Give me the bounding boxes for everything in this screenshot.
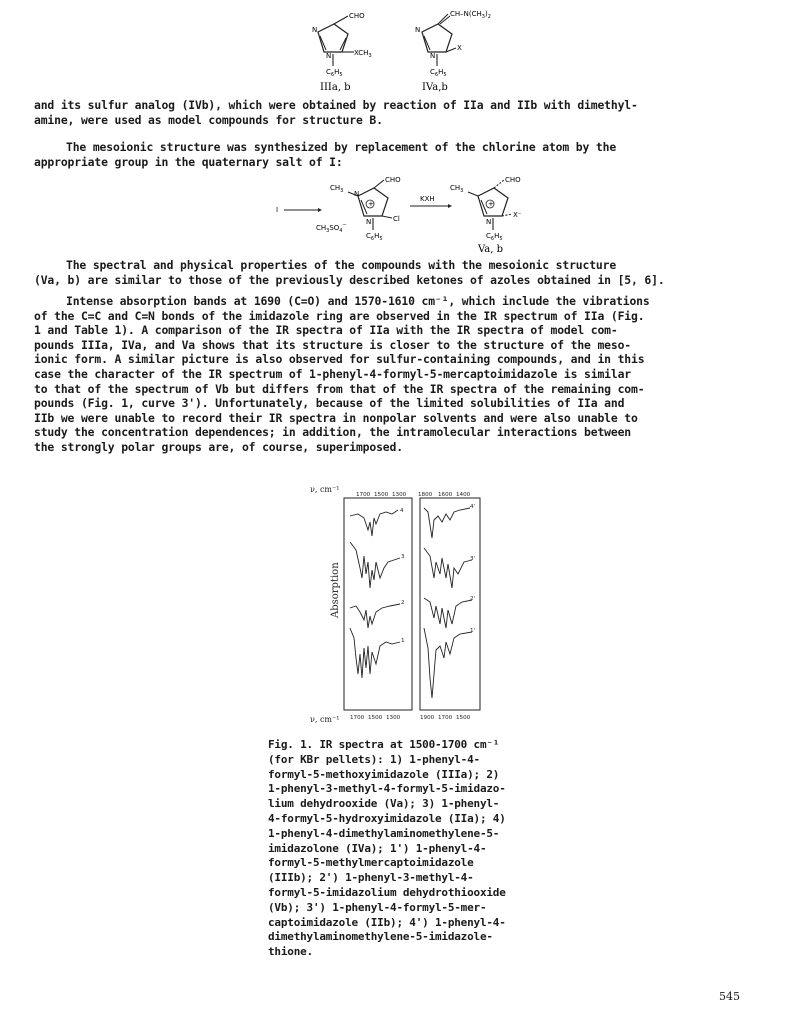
- figure-caption: Fig. 1. IR spectra at 1500-1700 cm⁻¹ (for KBr pellets): 1) 1-phenyl-4- formyl-5-methoxyimidazole (IIIa); 2) 1-phenyl-3-methyl-4-formyl-5-imidazo- lium dehydrooxide (Va); 3) 1-phenyl- 4-formyl-5-hydroxyimidazole (IIa); 4) 1-phenyl-4-dimethylaminomethylene-5- imidazolone (IVa); 1') 1-phenyl-4- formyl-5-methylmercaptoimidazole (IIIb); 2') 1-phenyl-3-methyl-4- formyl-5-imidazolium dehydrothiooxide (Vb); 3') 1-phenyl-4-formyl-5-mer- captoimidazole (IIb); 4') 1-phenyl-4- dimethylaminomethylene-5-imidazole- thione.: [268, 738, 506, 959]
- svg-text:C6H5: $C_6H_5$: [366, 232, 383, 242]
- page-number: 545: [719, 990, 740, 1003]
- svg-text:+: +: [368, 200, 374, 208]
- svg-text:1800: 1800: [418, 492, 433, 498]
- top-axis-label: ν, cm⁻¹: [310, 485, 340, 494]
- y-axis-label: Absorption: [330, 562, 341, 618]
- svg-text:Cl: Cl: [393, 215, 400, 223]
- svg-text:X: X: [457, 44, 462, 52]
- svg-text:CHO: CHO: [505, 176, 521, 184]
- structure-iiia: [290, 6, 410, 96]
- svg-text:N: N: [415, 26, 421, 34]
- svg-text:N: N: [312, 26, 318, 34]
- paragraph-4: Intense absorption bands at 1690 (C=O) and 1570-1610 cm⁻¹, which include the vibrations of the C=C and C=N bonds of the imidazole ring are observed in the IR spectrum of IIa (Fig. 1 and Table 1). A comparison of the IR spectra of IIa with the IR spectra of model com- pounds IIIa, IVa, and Va shows that its structure is closer to the structure of the meso- ionic form. A similar picture is also observed for sulfur-containing compounds, and in this case the character of the IR spectrum of 1-phenyl-4-formyl-5-mercaptoimidazole is similar to that of the spectrum of Vb but differs from that of the IR spectra of the remaining com- pounds (Fig. 1, curve 3'). Unfortunately, because of the limited solubilities of IIa and IIb we were unable to record their IR spectra in nonpolar solvents and were also unable to study the concentration dependences; in addition, the intramolecular interactions between the strongly polar groups are, of course, superimposed.: [34, 294, 650, 454]
- curve-1-prime: [424, 628, 472, 698]
- label-curve-1: 1: [401, 638, 405, 644]
- label-curve-3-prime: 3': [470, 556, 476, 562]
- paragraph-1: and its sulfur analog (IVb), which were obtained by reaction of IIa and IIb with dimethyl- amine, were used as model compounds for structure B.: [34, 98, 638, 127]
- svg-text:X⁻: X⁻: [513, 211, 522, 219]
- svg-text:1900: 1900: [420, 715, 435, 721]
- curve-2-prime: [424, 598, 472, 628]
- svg-text:1700: 1700: [356, 492, 371, 498]
- svg-text:1400: 1400: [456, 492, 471, 498]
- svg-text:C6H5: $C_6H_5$: [430, 68, 447, 78]
- reaction-scheme: [270, 172, 560, 258]
- svg-text:1300: 1300: [392, 492, 407, 498]
- svg-text:KXH: KXH: [420, 195, 435, 203]
- svg-text:1700: 1700: [350, 715, 365, 721]
- svg-text:+: +: [488, 200, 494, 208]
- svg-text:N: N: [430, 52, 436, 60]
- svg-text:CH3SO4−: $CH_3SO_4^-$: [316, 222, 347, 234]
- svg-text:1600: 1600: [438, 492, 453, 498]
- sub-cho: CHO: [349, 12, 365, 20]
- svg-text:CH3: $CH_3$: [450, 184, 464, 194]
- structure-iva: [400, 4, 540, 96]
- label-curve-3: 3: [401, 554, 405, 560]
- curve-4: [350, 510, 398, 536]
- paragraph-3: The spectral and physical properties of the compounds with the mesoionic structure (Va, b) are similar to those of the previously described ketones of azoles obtained in [5, 6].: [34, 258, 665, 287]
- curve-3-prime: [424, 548, 472, 588]
- paragraph-2: The mesoionic structure was synthesized by replacement of the chlorine atom by the appropriate group in the quaternary salt of I:: [34, 140, 617, 169]
- label-curve-2-prime: 2': [470, 596, 476, 602]
- bottom-axis-label: ν, cm⁻¹: [310, 715, 340, 724]
- svg-text:XCH3: $XCH_3$: [354, 49, 372, 59]
- curve-1: [350, 628, 400, 678]
- svg-text:N: N: [326, 52, 332, 60]
- svg-text:C6H5: $C_6H_5$: [326, 68, 343, 78]
- svg-text:CH3: $CH_3$: [330, 184, 344, 194]
- curve-4-prime: [424, 508, 470, 538]
- label-iva: IVa,b: [422, 82, 448, 93]
- svg-text:CH–N(CH3)2: $CH-N(CH_3)_2$: [450, 10, 491, 20]
- svg-text:N: N: [366, 218, 372, 226]
- label-iiia: IIIa, b: [320, 82, 351, 93]
- svg-text:1500: 1500: [374, 492, 389, 498]
- figure-ir-spectra: [300, 478, 500, 728]
- svg-text:1500: 1500: [368, 715, 383, 721]
- svg-text:I: I: [276, 206, 279, 214]
- curve-3: [350, 542, 400, 588]
- label-curve-4-prime: 4': [470, 504, 476, 510]
- label-va: Va, b: [478, 244, 504, 255]
- label-curve-2: 2: [401, 600, 405, 606]
- svg-text:1500: 1500: [456, 715, 471, 721]
- label-curve-1-prime: 1': [470, 628, 476, 634]
- svg-text:1700: 1700: [438, 715, 453, 721]
- svg-text:N: N: [486, 218, 492, 226]
- svg-text:N: N: [354, 190, 360, 198]
- svg-text:CHO: CHO: [385, 176, 401, 184]
- label-curve-4: 4: [400, 508, 404, 514]
- svg-text:C6H5: $C_6H_5$: [486, 232, 503, 242]
- curve-2: [350, 604, 400, 628]
- svg-text:1300: 1300: [386, 715, 401, 721]
